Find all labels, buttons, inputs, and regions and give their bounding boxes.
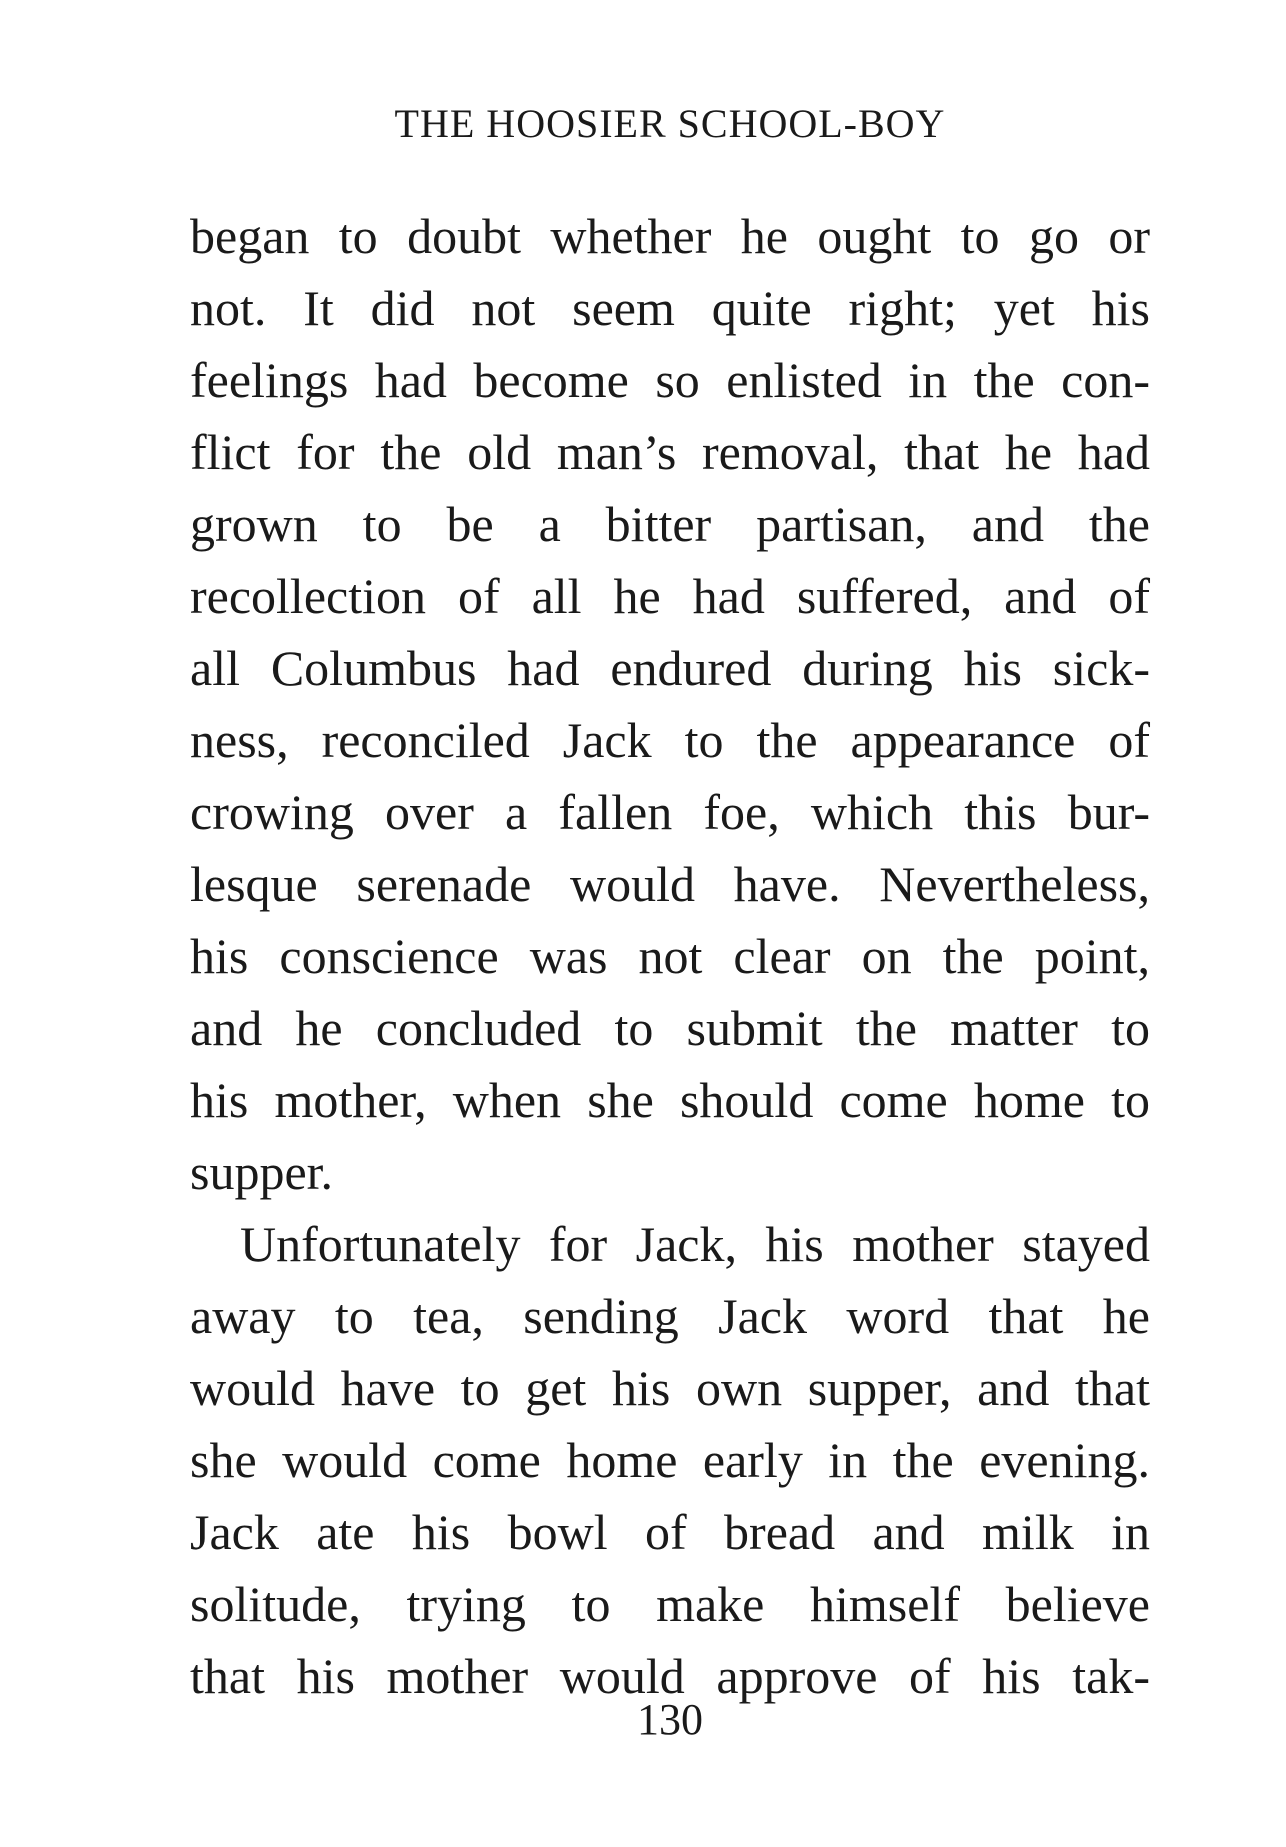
text-line: flict for the old man’s removal, that he had: [190, 424, 1150, 480]
text-line: lesque serenade would have. Nevertheless,: [190, 856, 1150, 912]
text-line: ness, reconciled Jack to the appearance of: [190, 712, 1150, 768]
text-line: Unfortunately for Jack, his mother stayed: [240, 1216, 1150, 1272]
page-number: 130: [637, 1695, 703, 1744]
text-line: she would come home early in the evening.: [190, 1432, 1150, 1488]
text-line: his mother, when she should come home to: [190, 1072, 1150, 1128]
text-line: Jack ate his bowl of bread and milk in: [190, 1504, 1150, 1560]
text-line: away to tea, sending Jack word that he: [190, 1288, 1150, 1344]
text-line: would have to get his own supper, and that: [190, 1360, 1150, 1416]
text-line: supper.: [190, 1144, 334, 1200]
text-line: grown to be a bitter partisan, and the: [190, 496, 1150, 552]
running-head: THE HOOSIER SCHOOL-BOY: [394, 101, 946, 146]
text-line: recollection of all he had suffered, and of: [190, 568, 1150, 624]
text-line: crowing over a fallen foe, which this bur-: [190, 784, 1150, 840]
text-line: that his mother would approve of his tak-: [190, 1648, 1150, 1704]
paragraph: [190, 1208, 1150, 1712]
text-line: solitude, trying to make himself believe: [190, 1576, 1150, 1632]
text-line: began to doubt whether he ought to go or: [190, 208, 1150, 264]
paragraph: [190, 200, 1150, 1208]
text-line: feelings had become so enlisted in the con-: [190, 352, 1150, 408]
text-line: his conscience was not clear on the point,: [190, 928, 1150, 984]
text-line: not. It did not seem quite right; yet his: [190, 280, 1150, 336]
text-line: and he concluded to submit the matter to: [190, 1000, 1150, 1056]
text-line: all Columbus had endured during his sick-: [190, 640, 1150, 696]
body-text: [190, 200, 1150, 1712]
